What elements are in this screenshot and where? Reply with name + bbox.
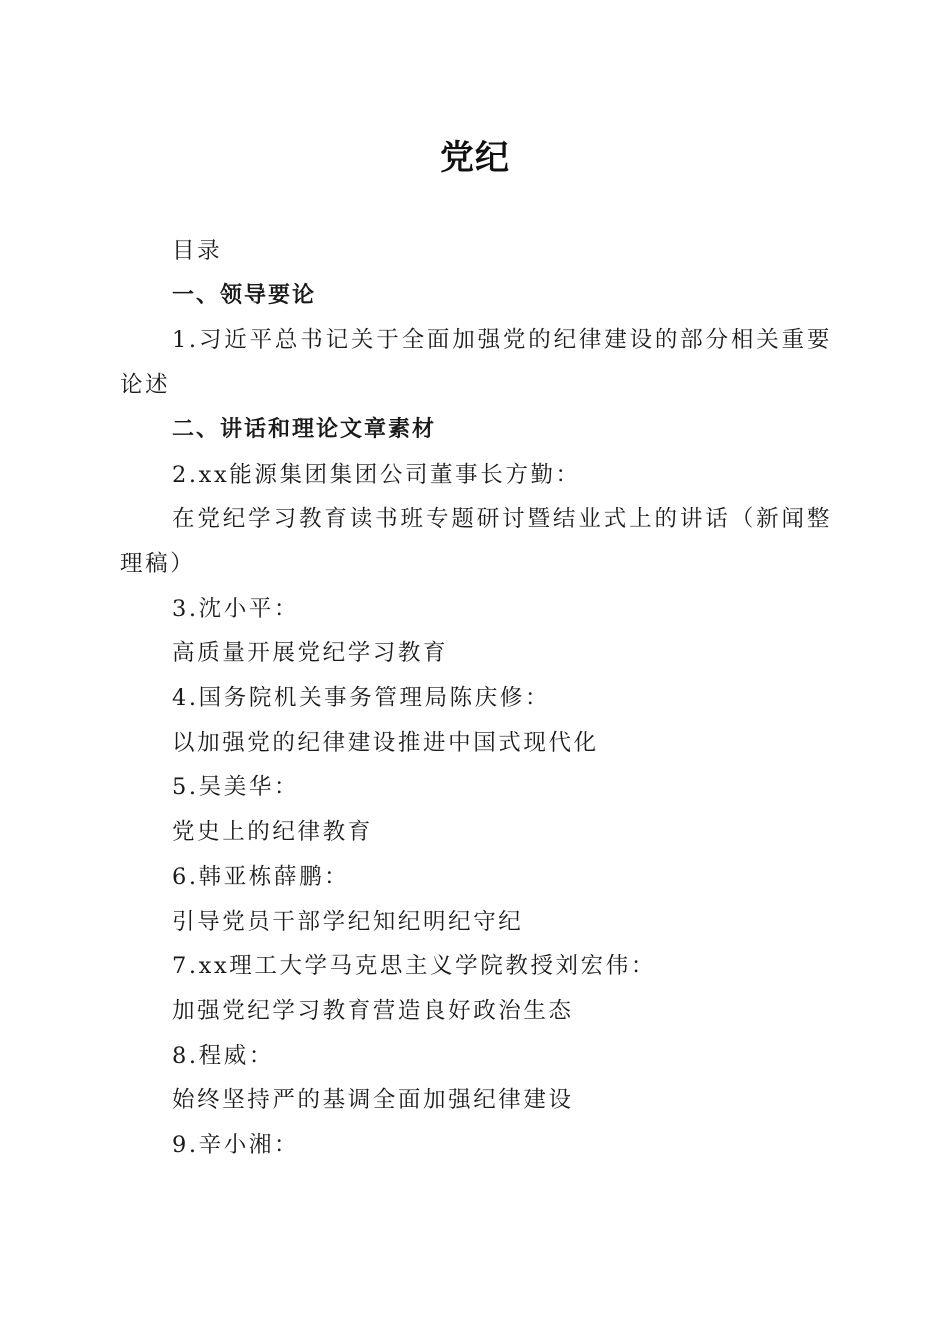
toc-item-8-title: 始终坚持严的基调全面加强纪律建设 (172, 1087, 574, 1114)
toc-item-3-author: 3.沈小平： (172, 595, 300, 622)
toc-item-5-author: 5.吴美华： (172, 774, 300, 801)
toc-item-7-title: 加强党纪学习教育营造良好政治生态 (172, 997, 574, 1024)
toc-item-4-author: 4.国务院机关事务管理局陈庆修： (172, 685, 551, 712)
toc-item-5-title: 党史上的纪律教育 (172, 819, 373, 846)
toc-item-9-author: 9.辛小湘： (172, 1132, 300, 1159)
section-heading-leaders: 一、领导要论 (172, 282, 317, 308)
toc-label: 目录 (172, 238, 223, 264)
toc-item-7-author: 7.xx理工大学马克思主义学院教授刘宏伟： (172, 953, 656, 980)
section-heading-speeches: 二、讲话和理论文章素材 (172, 416, 437, 442)
toc-item-6-author: 6.韩亚栋薛鹏： (172, 863, 350, 890)
document-title: 党纪 (440, 138, 510, 178)
toc-item-1: 1.习近平总书记关于全面加强党的纪律建设的部分相关重要论述 (120, 327, 832, 399)
document-body (120, 229, 832, 1168)
toc-item-4-title: 以加强党的纪律建设推进中国式现代化 (172, 729, 599, 756)
toc-item-8-author: 8.程威： (172, 1042, 274, 1069)
toc-item-3-title: 高质量开展党纪学习教育 (172, 640, 449, 667)
toc-item-6-title: 引导党员干部学纪知纪明纪守纪 (172, 908, 524, 935)
toc-item-2-author: 2.xx能源集团集团公司董事长方勤： (172, 461, 581, 488)
toc-item-2-title: 在党纪学习教育读书班专题研讨暨结业式上的讲话（新闻整理稿） (120, 506, 832, 577)
